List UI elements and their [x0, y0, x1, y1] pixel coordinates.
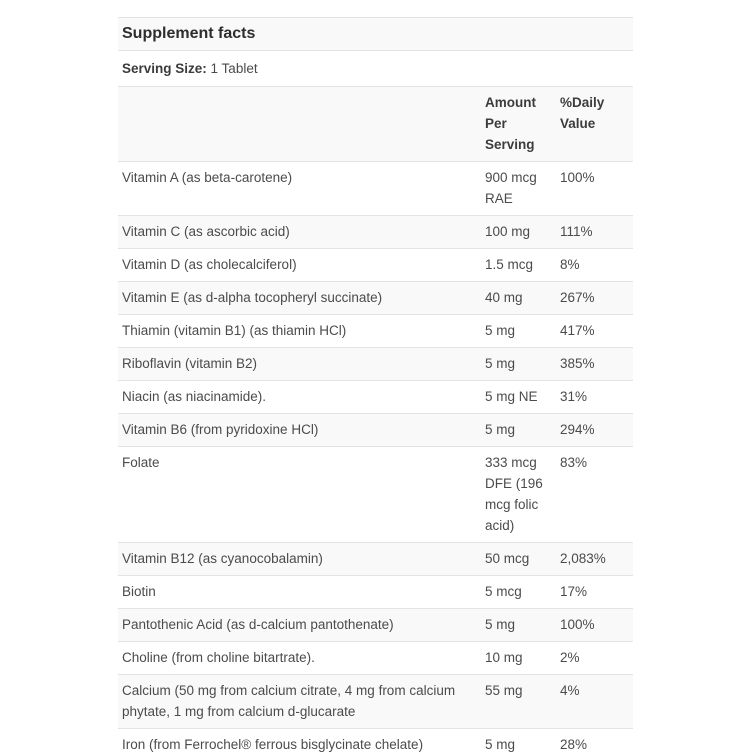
nutrient-amount: 5 mg	[485, 323, 516, 338]
nutrient-row	[118, 315, 633, 348]
nutrient-daily-value: 17%	[560, 584, 588, 599]
nutrient-name: Riboflavin (vitamin B2)	[122, 356, 258, 371]
serving-size-value: 1 Tablet	[210, 61, 258, 76]
nutrient-amount: 55 mg	[485, 683, 523, 698]
nutrient-daily-value: 2%	[560, 650, 580, 665]
nutrient-name: Biotin	[122, 584, 156, 599]
nutrient-row	[118, 282, 633, 315]
nutrient-row	[118, 543, 633, 576]
nutrient-amount: 50 mcg	[485, 551, 530, 566]
nutrient-daily-value: 28%	[560, 737, 588, 752]
nutrient-row	[118, 249, 633, 282]
nutrient-name: Vitamin B6 (from pyridoxine HCl)	[122, 422, 319, 437]
nutrient-amount: 5 mg	[485, 356, 516, 371]
nutrient-name: Niacin (as niacinamide).	[122, 389, 267, 404]
nutrient-name: Choline (from choline bitartrate).	[122, 650, 315, 665]
nutrient-name: Vitamin E (as d-alpha tocopheryl succinate)	[122, 290, 383, 305]
supplement-facts-table	[118, 17, 633, 755]
nutrient-daily-value: 100%	[560, 170, 595, 185]
nutrient-daily-value: 385%	[560, 356, 595, 371]
daily-value-column-header: %Daily Value	[560, 95, 605, 131]
nutrient-row	[118, 609, 633, 642]
serving-size-cell	[118, 51, 633, 87]
nutrient-row	[118, 729, 633, 755]
nutrient-daily-value: 83%	[560, 455, 588, 470]
nutrient-row	[118, 675, 633, 729]
nutrient-row	[118, 447, 633, 543]
nutrient-daily-value: 31%	[560, 389, 588, 404]
nutrient-daily-value: 8%	[560, 257, 580, 272]
nutrient-amount: 5 mcg	[485, 584, 522, 599]
nutrient-name: Thiamin (vitamin B1) (as thiamin HCl)	[122, 323, 347, 338]
nutrient-name: Vitamin B12 (as cyanocobalamin)	[122, 551, 323, 566]
nutrient-row	[118, 162, 633, 216]
nutrient-name: Vitamin D (as cholecalciferol)	[122, 257, 297, 272]
nutrient-daily-value: 4%	[560, 683, 580, 698]
nutrient-daily-value: 294%	[560, 422, 595, 437]
nutrient-row	[118, 414, 633, 447]
nutrient-amount: 10 mg	[485, 650, 523, 665]
nutrient-amount: 1.5 mcg	[485, 257, 534, 272]
serving-size-row	[118, 51, 633, 87]
nutrient-name: Pantothenic Acid (as d-calcium pantothenate)	[122, 617, 394, 632]
nutrient-row	[118, 576, 633, 609]
amount-column-header: Amount Per Serving	[485, 95, 536, 152]
nutrient-daily-value: 417%	[560, 323, 595, 338]
nutrient-daily-value: 100%	[560, 617, 595, 632]
nutrient-row	[118, 381, 633, 414]
nutrient-amount: 5 mg	[485, 422, 516, 437]
column-header-row	[118, 87, 633, 162]
nutrient-name: Iron (from Ferrochel® ferrous bisglycinate chelate)	[122, 737, 424, 752]
nutrient-amount: 5 mg	[485, 737, 516, 752]
nutrient-daily-value: 2,083%	[560, 551, 606, 566]
title-row	[118, 18, 633, 51]
nutrient-row	[118, 642, 633, 675]
nutrient-name: Calcium (50 mg from calcium citrate, 4 mg from calcium phytate, 1 mg from calcium d-glucarate	[122, 683, 456, 719]
nutrient-amount: 333 mcg DFE (196 mcg folic acid)	[485, 455, 543, 533]
nutrient-name: Folate	[122, 455, 160, 470]
nutrient-amount: 5 mg NE	[485, 389, 538, 404]
supplement-facts-body	[118, 18, 633, 755]
page-title: Supplement facts	[122, 25, 256, 42]
nutrient-row	[118, 348, 633, 381]
nutrient-row	[118, 216, 633, 249]
nutrient-daily-value: 267%	[560, 290, 595, 305]
nutrient-column-header	[118, 87, 485, 162]
nutrient-amount: 40 mg	[485, 290, 523, 305]
nutrient-amount: 5 mg	[485, 617, 516, 632]
nutrient-amount: 100 mg	[485, 224, 531, 239]
nutrient-daily-value: 111%	[560, 224, 593, 239]
nutrient-name: Vitamin A (as beta-carotene)	[122, 170, 293, 185]
nutrient-name: Vitamin C (as ascorbic acid)	[122, 224, 290, 239]
serving-size-label: Serving Size:	[122, 61, 207, 76]
nutrient-amount: 900 mcg RAE	[485, 170, 537, 206]
